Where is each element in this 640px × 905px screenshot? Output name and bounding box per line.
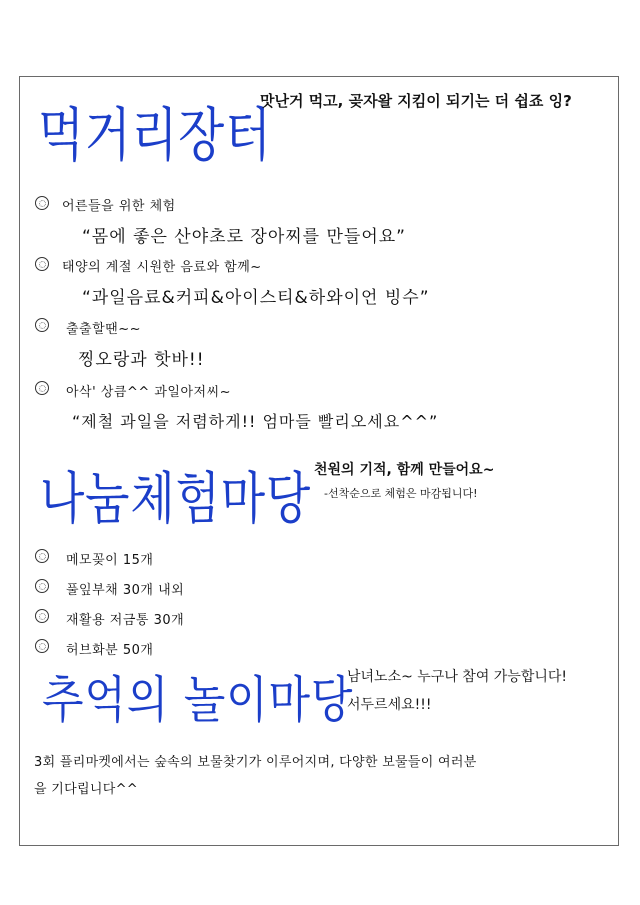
section1-item-4-label: 아삭' 상큼^^ 과일아저씨~ [66, 385, 232, 400]
bullet-icon [35, 579, 49, 593]
section1-item-1-detail: “몸에 좋은 산야초로 장아찌를 만들어요” [82, 227, 406, 247]
section3-title: 추억의 놀이마당 [42, 671, 354, 729]
section3-tagline: 남녀노소~ 누구나 참여 가능합니다! [347, 669, 568, 685]
bullet-icon [35, 318, 49, 332]
bullet-icon [35, 609, 49, 623]
section3-paragraph-line-1: 3회 플리마켓에서는 숲속의 보물찾기가 이루어지며, 다양한 보물들이 여러분 [34, 755, 477, 770]
section1-item-2-label: 태양의 계절 시원한 음료와 함께~ [62, 260, 262, 275]
section1-item-2-detail: “과일음료&커피&아이스티&하와이언 빙수” [82, 288, 430, 308]
section1-title: 먹거리장터 [38, 101, 272, 169]
section3-paragraph-line-2: 을 기다립니다^^ [34, 782, 138, 797]
section1-item-1-label: 어른들을 위한 체험 [62, 199, 176, 214]
bullet-icon [35, 381, 49, 395]
section1-item-4-detail: “제철 과일을 저렴하게!! 엄마들 빨리오세요^^” [72, 412, 439, 431]
bullet-icon [35, 257, 49, 271]
section1-item-3-detail: 찡오랑과 핫바!! [78, 350, 205, 370]
section1-item-3-label: 출출할땐~~ [66, 322, 142, 337]
section2-item-4: 허브화분 50개 [66, 643, 154, 658]
section2-note: -선착순으로 체험은 마감됩니다! [324, 487, 478, 500]
section2-item-2: 풀잎부채 30개 내외 [66, 583, 185, 598]
bullet-icon [35, 549, 49, 563]
section2-tagline: 천원의 기적, 함께 만들어요~ [314, 462, 495, 478]
section2-item-1: 메모꽂이 15개 [66, 553, 154, 568]
section2-title: 나눔체험마당 [40, 467, 312, 532]
bullet-icon [35, 196, 49, 210]
section3-tagline-2: 서두르세요!!! [347, 697, 432, 713]
section1-tagline: 맛난거 먹고, 곶자왈 지킴이 되기는 더 쉽죠 잉? [260, 92, 572, 110]
bullet-icon [35, 639, 49, 653]
section2-item-3: 재활용 저금통 30개 [66, 613, 185, 628]
